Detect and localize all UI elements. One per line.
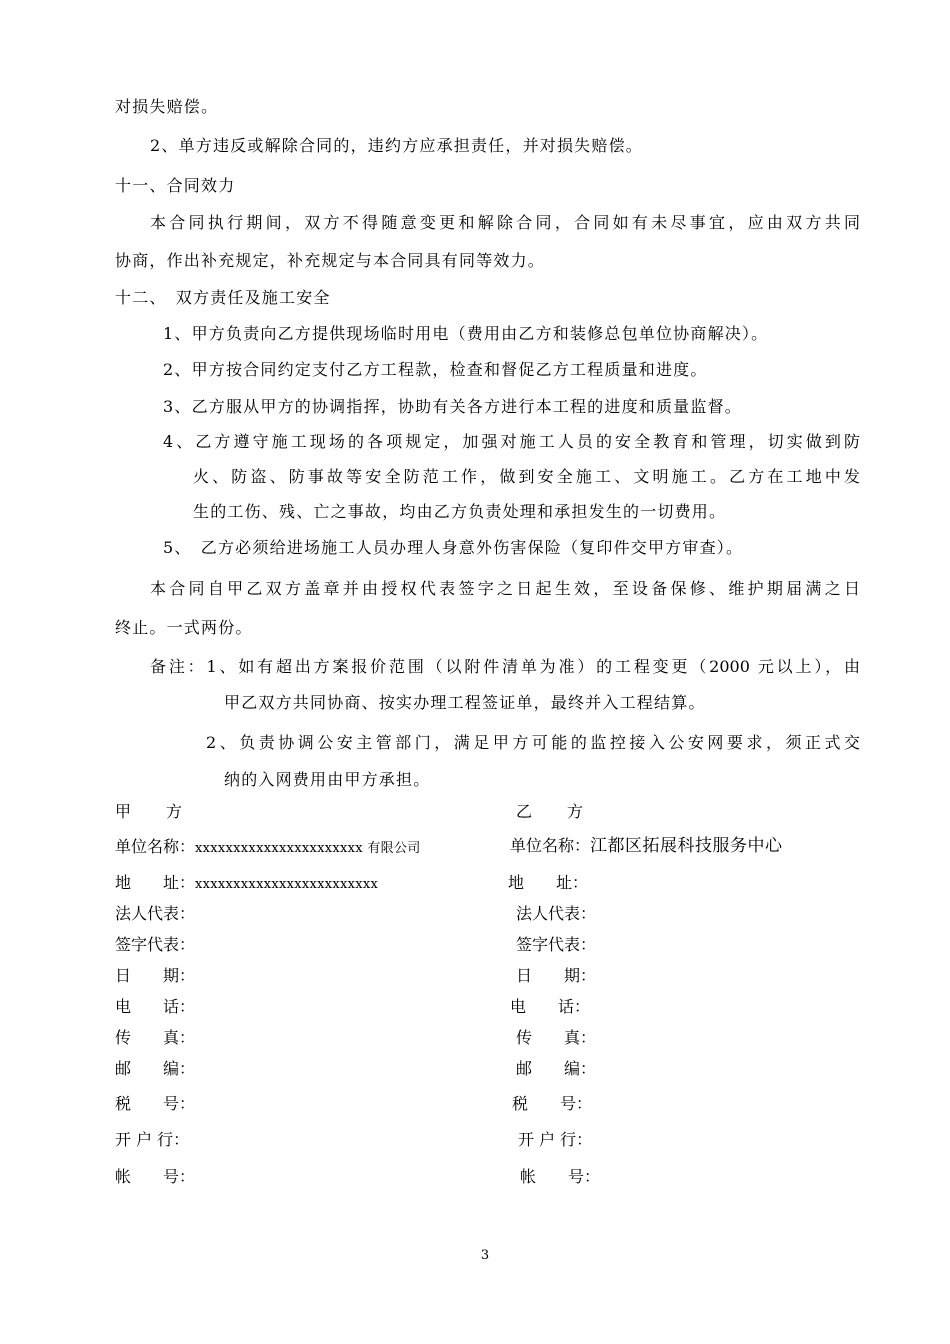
party-b-label: 帐 号： [520,1167,601,1186]
party-a-label: 开 户 行： [115,1130,190,1149]
party-b-label: 地 址： [508,873,589,892]
effective-clause-line-1: 本合同自甲乙双方盖章并由授权代表签字之日起生效，至设备保修、维护期届满之日 [150,579,860,598]
party-a-label: 签字代表： [115,935,196,954]
party-a-field [115,1166,195,1188]
party-a-field [115,836,421,860]
party-b-field [520,1166,600,1188]
party-b-label: 签字代表： [516,935,597,954]
party-a-label: 税 号： [115,1094,196,1113]
party-b-label: 开 户 行： [518,1130,593,1149]
section-12-item-4-line-3: 生的工伤、残、亡之事故，均由乙方负责处理和承担发生的一切费用。 [193,502,727,521]
party-a-label: 日 期： [115,966,196,985]
party-a-label: 法人代表： [115,904,196,923]
party-b-label: 法人代表： [516,904,597,923]
section-12-item-1: 1、甲方负责向乙方提供现场临时用电（费用由乙方和装修总包单位协商解决）。 [163,324,769,343]
party-a-field [115,1129,189,1151]
party-b-field [516,965,596,987]
party-a-field [115,934,195,956]
party-b-field [510,835,783,857]
party-b-label: 单位名称： [510,836,591,855]
party-a-field [115,1058,195,1080]
party-a-heading: 甲 方 [115,802,184,821]
party-a-label: 邮 编： [115,1059,196,1078]
party-b-field [518,1129,592,1151]
party-a-field [115,903,195,925]
party-b-label: 税 号： [512,1094,593,1113]
party-a-field [115,1093,195,1115]
note-2-line-1: 2、负责协调公安主管部门，满足甲方可能的监控接入公安网要求，须正式交 [206,733,860,752]
party-b-label: 邮 编： [516,1059,597,1078]
note-2-line-2: 纳的入网费用由甲方承担。 [224,770,431,789]
paragraph-continuation: 对损失赔偿。 [115,97,219,116]
party-a-value: xxxxxxxxxxxxxxxxxxxxxxxx [195,877,379,892]
party-b-field [516,1058,596,1080]
party-a-field [115,872,378,896]
party-b-label: 电 话： [510,997,591,1016]
party-b-field [516,934,596,956]
party-b-heading: 乙 方 [516,802,585,821]
effective-clause-line-2: 终止。一式两份。 [115,618,253,637]
party-b-label: 日 期： [516,966,597,985]
party-b-field [516,1027,596,1049]
clause-10-item-2: 2、单方违反或解除合同的，违约方应承担责任，并对损失赔偿。 [150,136,643,155]
party-b-field [508,872,588,894]
party-b-field [512,1093,592,1115]
party-a-field [115,996,195,1018]
party-b-field [510,996,590,1018]
party-a-label: 帐 号： [115,1167,196,1186]
party-a-field [115,1027,195,1049]
party-a-label: 单位名称： [115,837,196,856]
party-b-value: 江都区拓展科技服务中心 [590,836,783,856]
section-12-item-5: 5、 乙方必须给进场施工人员办理人身意外伤害保险（复印件交甲方审查）。 [163,538,744,557]
party-a-value: xxxxxxxxxxxxxxxxxxxxxx 有限公司 [195,841,421,856]
section-11-title: 十一、合同效力 [115,176,236,195]
note-1-line-1: 备注：1、如有超出方案报价范围（以附件清单为准）的工程变更（2000 元以上），由 [150,657,860,676]
page-number: 3 [480,1248,490,1263]
party-a-field [115,965,195,987]
party-b-field [516,903,596,925]
party-a-label: 电 话： [115,997,196,1016]
party-b-label: 传 真： [516,1028,597,1047]
note-1-line-2: 甲乙双方共同协商、按实办理工程签证单，最终并入工程结算。 [224,693,706,712]
section-11-line-2: 协商，作出补充规定，补充规定与本合同具有同等效力。 [115,251,546,270]
party-a-label: 地 址： [115,873,196,892]
section-12-title: 十二、 双方责任及施工安全 [115,288,331,307]
section-11-line-1: 本合同执行期间，双方不得随意变更和解除合同，合同如有未尽事宜，应由双方共同 [150,213,860,232]
party-a-label: 传 真： [115,1028,196,1047]
section-12-item-3: 3、乙方服从甲方的协调指挥，协助有关各方进行本工程的进度和质量监督。 [163,397,742,416]
section-12-item-4-line-1: 4、乙方遵守施工现场的各项规定，加强对施工人员的安全教育和管理，切实做到防 [163,432,860,451]
section-12-item-2: 2、甲方按合同约定支付乙方工程款，检查和督促乙方工程质量和进度。 [163,360,708,379]
section-12-item-4-line-2: 火、防盗、防事故等安全防范工作，做到安全施工、文明施工。乙方在工地中发 [193,467,860,486]
